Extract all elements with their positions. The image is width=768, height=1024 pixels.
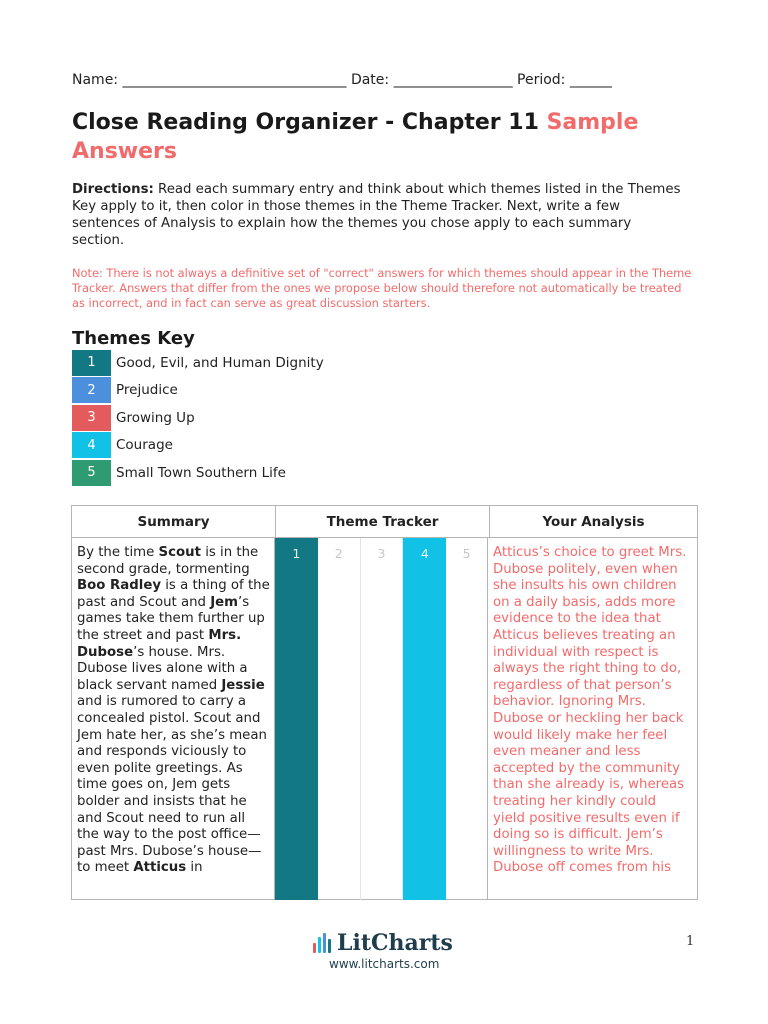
logo-bar (313, 943, 316, 953)
logo-text: LitCharts (337, 930, 453, 956)
theme-row (72, 404, 324, 432)
answer-note: Note: There is not always a definitive set of "correct" answers for which themes should appear in the Theme Tracker. Answers that differ from the ones we propose below should therefore not automatically be treated as incorrect, and in fact can serve as great discussion starters. (72, 266, 692, 310)
date-blank: _________________ (393, 72, 513, 88)
footer-url: www.litcharts.com (329, 957, 440, 971)
directions (72, 181, 682, 249)
student-info-line (72, 72, 692, 88)
date-label: Date: (350, 72, 390, 88)
theme-row (72, 432, 324, 460)
page-title (72, 108, 712, 166)
character-name: Scout (158, 545, 201, 560)
summary-text: ’s games take them further up the street and past (77, 594, 265, 643)
theme-number-swatch: 3 (72, 405, 111, 431)
themes-key (72, 349, 324, 487)
theme-row (72, 459, 324, 487)
tracker-column-2[interactable]: 2 (318, 538, 361, 900)
summary-text: is a thing of the past and Scout and (77, 578, 270, 610)
summary-text: is in the second grade, tormenting (77, 545, 259, 577)
page-number: 1 (686, 934, 695, 949)
theme-number-swatch: 4 (72, 432, 111, 458)
summary-text: and is rumored to carry a concealed pistol. Scout and Jem hate her, as she’s mean and responds viciously to even polite greetings. As time goes on, Jem gets bolder and insists that he and Scout need to run all the way to the post office—past Mrs. Dubose’s house—to meet (77, 694, 267, 876)
theme-row (72, 349, 324, 377)
name-label: Name: (72, 72, 119, 88)
period-blank: ______ (569, 72, 612, 88)
tracker-column-1[interactable]: 1 (275, 538, 318, 900)
period-label: Period: (517, 72, 566, 88)
theme-tracker-cell (275, 538, 488, 900)
logo-bar (323, 933, 326, 953)
theme-label: Good, Evil, and Human Dignity (116, 354, 324, 371)
theme-label: Courage (116, 437, 173, 454)
directions-text: Read each summary entry and think about which themes listed in the Themes Key apply to it, then color in those themes in the Theme Tracker. Next, write a few sentences of Analysis to explain how the themes you chose apply to each summary section. (72, 182, 681, 248)
character-name: Boo Radley (77, 578, 162, 594)
theme-number-swatch: 1 (72, 350, 111, 376)
logo-bar (328, 939, 331, 953)
name-blank: ________________________________ (122, 72, 347, 88)
title-main: Close Reading Organizer - Chapter 11 (72, 110, 539, 135)
table-row (72, 538, 697, 900)
summary-text: ’s house. Mrs. Dubose lives alone with a black servant named (77, 644, 248, 693)
theme-label: Growing Up (116, 409, 195, 426)
theme-tracker-header: Theme Tracker (276, 506, 490, 537)
summary-cell (72, 538, 275, 900)
theme-number-swatch: 5 (72, 460, 111, 486)
summary-header: Summary (72, 506, 276, 537)
summary-text: in (186, 860, 203, 876)
logo-bar (318, 937, 321, 953)
tracker-column-4[interactable]: 4 (403, 538, 446, 900)
character-name: Jessie (221, 677, 265, 693)
litcharts-logo (313, 930, 453, 956)
tracker-column-5[interactable]: 5 (462, 546, 471, 561)
theme-label: Prejudice (116, 382, 178, 399)
theme-tracker-table (71, 505, 698, 900)
theme-row (72, 377, 324, 405)
character-name: Atticus (133, 860, 187, 876)
character-name: Mrs. Dubose (77, 627, 242, 660)
directions-label: Directions: (72, 182, 154, 197)
character-name: Jem (210, 594, 239, 610)
theme-label: Small Town Southern Life (116, 464, 286, 481)
analysis-cell: Atticus’s choice to greet Mrs. Dubose politely, even when she insults his own children on a daily basis, adds more evidence to the idea that Atticus believes treating an individual with respect is always the right thing to do, regardless of that person’s behavior. Ignoring Mrs. Dubose or heckling her back would likely make her feel even meaner and less accepted by the community than she already is, whereas treating her kindly could yield positive results even if doing so is difficult. Jem’s willingness to write Mrs. Dubose off comes from his (493, 545, 687, 876)
summary-text: By the time (77, 545, 159, 560)
analysis-header: Your Analysis (542, 513, 645, 530)
theme-number-swatch: 2 (72, 377, 111, 403)
logo-bars-icon (313, 933, 333, 953)
tracker-column-3[interactable]: 3 (361, 538, 404, 900)
table-header-row (72, 506, 697, 538)
title-accent: Sample Answers (72, 110, 639, 164)
themes-key-heading: Themes Key (72, 328, 195, 349)
